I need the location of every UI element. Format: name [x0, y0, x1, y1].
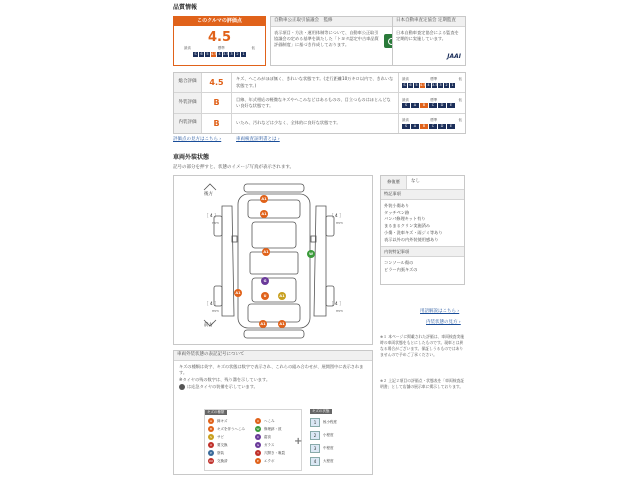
rating-desc: キズ、へこみがほぼ無く、きれいな状態です。(走行距離10万キロ以内で、きれいな状態です。)	[232, 73, 399, 92]
scale-cell: 1	[242, 52, 245, 57]
rating-label: 総合評価	[174, 73, 202, 92]
damage-level-label: 大程度	[323, 459, 334, 464]
scale-cell: 2	[445, 82, 448, 87]
exterior-title: 車両外装状態	[173, 154, 210, 161]
damage-type-badge: S	[208, 434, 214, 440]
type-legend-header: キズの種類	[205, 410, 227, 415]
cert-desc-link[interactable]: 車両検査証明書とは ›	[236, 137, 280, 142]
rating-desc: 目線、年式相応の軽微なキズやへこみなどはあるものの、目立つものはほとんどない良好な状態です。	[232, 93, 399, 113]
damage-type-label: 交換済	[217, 458, 228, 463]
damage-level-item	[310, 416, 352, 429]
jaai-text: 日本自動車査定協会による監査を定期的に実施しています。	[396, 29, 459, 41]
damage-level-legend	[310, 409, 352, 471]
repair-label: 修復歴	[381, 176, 407, 189]
legend-title: 車両外装状態の表記記号について	[174, 351, 372, 361]
damage-type-item	[255, 425, 298, 433]
level-legend-header: キズの状態	[310, 409, 332, 414]
tire-depth-bottom-left: ［ 4 ］	[204, 302, 219, 307]
assoc-text: 表示項目・方法・運用体制等について、自動車公正取引協議会の定める基準を満たした「トヨタ認定中古車品質評価制度」に基づき作成しております。	[274, 29, 379, 48]
damage-type-label: へこみ	[264, 418, 275, 423]
scale-cell: S	[194, 52, 197, 57]
jaai-header: 日本自動車査定協会 定期監査	[393, 17, 465, 27]
tire-depth-top-left: ［ 4 ］	[204, 214, 219, 219]
legend-text-1: キズの種類は英字、キズの状態は数字で表示され、これらの組み合わせが、展開図中に表示されます。	[179, 363, 364, 376]
tire-unit: mm	[336, 309, 343, 313]
damage-type-label: 線キズ	[217, 418, 228, 423]
damage-marker[interactable]: A1	[279, 294, 285, 298]
damage-type-label: 要交換	[217, 442, 228, 447]
damage-type-label: エクボ	[264, 458, 275, 463]
damage-marker[interactable]: A1	[260, 322, 266, 326]
damage-type-badge: E	[255, 458, 261, 464]
damage-marker[interactable]: G	[261, 277, 269, 285]
damage-type-item	[208, 449, 251, 457]
damage-type-badge: P	[208, 450, 214, 456]
damage-level-badge: 2	[310, 431, 320, 440]
damage-type-badge: A	[209, 419, 213, 424]
quality-title: 品質情報	[173, 4, 198, 11]
assoc-card	[270, 16, 402, 66]
damage-level-item	[310, 442, 352, 455]
grade-cell: B	[420, 103, 428, 108]
damage-level-item	[310, 429, 352, 442]
damage-level-label: 極小程度	[323, 420, 337, 425]
ratings-table	[173, 72, 466, 134]
damage-type-item	[208, 457, 251, 465]
note-2-text: 上記２項目の評価点・状態表を「車両検査証明書」として店舗の展示車に掲示しております。	[380, 378, 465, 389]
damage-marker[interactable]: U	[261, 292, 269, 300]
damage-marker[interactable]: A1	[263, 250, 269, 254]
eval-score: 4.5	[207, 30, 232, 46]
car-diagram	[174, 176, 374, 346]
legend-text-2: ※タイヤの残の数字は、残り溝を示しています。	[179, 376, 271, 382]
rating-scale: 最高 標準 低 S A B C D E	[402, 97, 462, 108]
grade-cell: D	[438, 103, 446, 108]
interior-view-link[interactable]: 内装状態の見方 ›	[426, 320, 461, 325]
damage-type-item	[255, 433, 298, 441]
note-1-mark: ※１	[380, 334, 387, 339]
exterior-subtitle: 記号の部分を押すと、状態のイメージ写真が表示されます。	[173, 165, 295, 170]
damage-marker[interactable]: A1	[261, 197, 267, 201]
note-2	[380, 378, 466, 390]
damage-type-item	[255, 417, 298, 425]
eval-card-title: このクルマの評価点	[174, 17, 265, 26]
damage-type-item	[255, 441, 298, 449]
note-2-mark: ※２	[380, 378, 387, 383]
eval-view-link[interactable]: 評価点の見方はこちら ›	[173, 137, 222, 142]
grade-cell: C	[429, 124, 437, 129]
damage-type-badge: Y	[255, 450, 261, 456]
rating-value: B	[202, 93, 232, 113]
scale-cell: 4.5	[420, 82, 426, 87]
tire-unit: mm	[212, 309, 219, 313]
repair-value: なし	[411, 179, 420, 185]
grade-cell: E	[447, 124, 455, 129]
scale-cell: 3	[230, 52, 233, 57]
scale-mid-label: 標準	[217, 46, 225, 51]
scale-cell: 1	[451, 82, 454, 87]
damage-level-badge: 4	[310, 457, 320, 466]
legend-panel	[173, 350, 373, 475]
special-note-item: 小傷・洗車キズ・雨ジミ等あり	[384, 229, 443, 235]
grade-cell: A	[411, 124, 419, 129]
grade-cell: C	[429, 103, 437, 108]
damage-level-badge: 1	[310, 418, 320, 427]
scale-cell: 5	[415, 82, 418, 87]
scale-cell: 3.5	[223, 52, 229, 57]
car-diagram-panel	[173, 175, 373, 345]
grade-cell: D	[438, 124, 446, 129]
interior-notes-header: 内装特記事項	[381, 247, 464, 257]
special-note-item: まるまるクリン実施済み	[384, 223, 431, 229]
damage-marker[interactable]: A1	[235, 291, 241, 295]
scale-cell: 5	[206, 52, 209, 57]
rating-value: B	[202, 114, 232, 133]
damage-type-badge: G	[256, 443, 260, 448]
damage-type-item	[255, 457, 298, 465]
rating-row-interior	[174, 114, 465, 133]
scale-left-label: 最高	[184, 46, 191, 51]
rear-label: 後方	[204, 192, 213, 197]
scale-cell: 3.5	[432, 82, 438, 87]
scale-cell: 2	[236, 52, 239, 57]
note-1-text: 本ページに掲載された評価は、車両検査実施時の車両状態をもとにしたものです。現車とは異なる場合がございます。保証しうるものではありませんので予めご了承ください。	[380, 334, 465, 357]
damage-type-badge: B	[209, 427, 213, 432]
rating-scale: 最高 標準 低 S A B C D E	[402, 118, 462, 128]
damage-type-item	[208, 417, 251, 425]
jaai-card	[392, 16, 466, 66]
rating-row-total	[174, 73, 465, 93]
grade-cell: B	[420, 124, 428, 129]
damage-type-badge: XX	[208, 459, 214, 464]
scale-cell: 4.5	[211, 52, 217, 57]
grade-cell: S	[402, 103, 410, 108]
damage-marker[interactable]: W	[307, 250, 315, 258]
damage-level-label: 小程度	[323, 433, 334, 438]
damage-type-item	[208, 441, 251, 449]
scale-cell: 6	[409, 82, 412, 87]
rating-label: 内装評価	[174, 114, 202, 133]
scale-cell: 4	[427, 82, 430, 87]
special-note-item: タッチペン跡	[384, 209, 410, 215]
damage-type-badge: C	[256, 435, 260, 440]
scale-right-label: 低	[251, 46, 255, 51]
grade-cell: E	[447, 103, 455, 108]
repair-history-row	[381, 176, 464, 190]
damage-marker[interactable]: A1	[279, 322, 285, 326]
damage-type-label: ガラス	[264, 442, 275, 447]
damage-type-badge: U	[256, 419, 260, 424]
rating-desc: いたみ、汚れなどは少なく、全体的に良好な状態です。	[232, 114, 399, 133]
damage-marker[interactable]: A1	[261, 212, 267, 216]
front-label: 前方	[204, 323, 213, 328]
special-note-item: 外装小傷あり	[384, 203, 410, 208]
rating-label: 外装評価	[174, 93, 202, 113]
damage-type-label: 穴開き・亀裂	[264, 450, 285, 455]
damage-type-item	[208, 425, 251, 433]
rating-scale: 最高 標準 低 S 6 5 4.5 4 3.5 3 2 1	[402, 77, 462, 87]
tire-depth-bottom-right: ［ 4 ］	[329, 302, 344, 307]
damage-type-label: サビ	[217, 434, 224, 439]
damage-type-label: 腐食	[264, 434, 271, 439]
damage-type-item	[255, 449, 298, 457]
glossary-link[interactable]: 用語解説はこちら ›	[420, 309, 460, 314]
special-notes-list	[381, 200, 464, 247]
grade-cell: S	[402, 124, 410, 129]
note-1	[380, 334, 466, 358]
grade-cell: A	[411, 103, 419, 108]
legend-text-3: は応急タイヤの装備を示しています。	[187, 383, 258, 389]
tire-unit: mm	[336, 221, 343, 225]
jaai-logo: JAAI	[447, 53, 461, 61]
damage-type-badge: X	[209, 443, 213, 448]
rating-value: 4.5	[202, 73, 232, 92]
eval-score-card	[173, 16, 266, 66]
special-notes-header: 特記事項	[381, 190, 464, 200]
damage-type-badge: W	[256, 427, 260, 432]
damage-type-label: 修理跡・波	[264, 426, 282, 431]
scale-cell: 3	[439, 82, 442, 87]
eval-scale	[174, 52, 265, 57]
scale-cell: 4	[218, 52, 221, 57]
special-note-item: 表示以外の内外装使用感あり	[384, 236, 439, 242]
interior-note-item: コンソール傷の	[384, 260, 414, 266]
interior-note-item: ピラー内張キズの	[384, 267, 418, 273]
damage-type-legend	[204, 409, 302, 471]
spare-tire-icon	[179, 384, 185, 390]
damage-level-item	[310, 455, 352, 468]
side-info-panel	[380, 175, 465, 285]
damage-type-label: キズを伴うへこみ	[217, 426, 245, 431]
special-note-item: バンパ修理キット有り	[384, 216, 426, 222]
tire-depth-top-right: ［ 4 ］	[329, 214, 344, 219]
scale-cell: S	[403, 82, 406, 87]
assoc-header: 自動車公正取引協議会 監修	[271, 17, 401, 27]
tire-unit: mm	[212, 221, 219, 225]
plus-icon: +	[294, 436, 303, 447]
rating-row-exterior	[174, 93, 465, 114]
damage-type-label: 塗装	[217, 450, 224, 455]
scale-cell: 6	[200, 52, 203, 57]
damage-level-badge: 3	[310, 444, 320, 453]
damage-type-item	[208, 433, 251, 441]
damage-level-label: 中程度	[323, 446, 334, 451]
interior-notes-list	[381, 257, 464, 276]
